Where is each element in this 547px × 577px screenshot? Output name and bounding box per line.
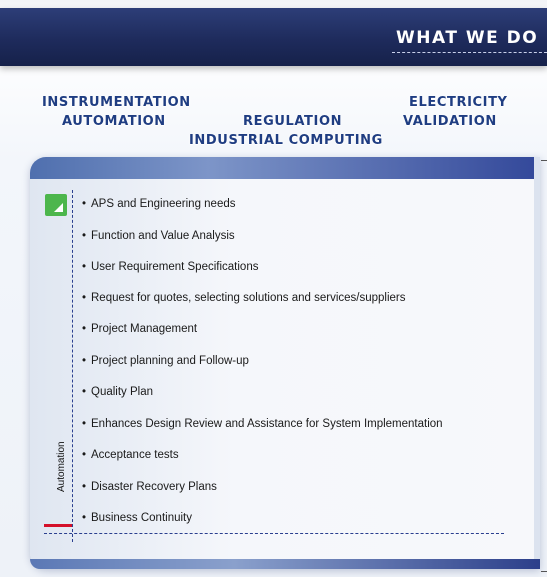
list-item: • Enhances Design Review and Assistance for System Implementation — [82, 418, 443, 430]
list-item-text: Project planning and Follow-up — [91, 355, 249, 367]
vertical-dashed-line — [72, 190, 73, 542]
list-item-text: Acceptance tests — [91, 449, 179, 461]
nav-instrumentation[interactable]: INSTRUMENTATION — [42, 95, 191, 110]
horizontal-dashed-line — [44, 533, 504, 534]
list-item-text: Business Continuity — [91, 512, 192, 524]
list-item-text: APS and Engineering needs — [91, 198, 236, 210]
list-item-text: User Requirement Specifications — [91, 261, 259, 273]
list-item: • Project planning and Follow-up — [82, 355, 249, 367]
nav-automation[interactable]: AUTOMATION — [62, 114, 166, 129]
banner-title: WHAT WE DO — [396, 28, 539, 48]
section-label: Automation — [56, 441, 67, 492]
nav-regulation[interactable]: REGULATION — [243, 114, 343, 129]
list-item: • Request for quotes, selecting solutions and services/suppliers — [82, 292, 406, 304]
list-item-text: Request for quotes, selecting solutions and services/suppliers — [91, 292, 406, 304]
list-item: • Acceptance tests — [82, 449, 179, 461]
panel-right-edge — [534, 157, 540, 569]
panel-bottom-bar — [30, 559, 540, 569]
edge-tick — [541, 160, 547, 161]
section-icon — [45, 194, 67, 216]
list-item-text: Enhances Design Review and Assistance for System Implementation — [91, 418, 443, 430]
list-item: • APS and Engineering needs — [82, 198, 236, 210]
list-item-text: Quality Plan — [91, 386, 154, 398]
nav-electricity[interactable]: ELECTRICITY — [409, 95, 508, 110]
nav-validation[interactable]: VALIDATION — [403, 114, 497, 129]
banner-divider — [392, 52, 547, 53]
list-item-text: Project Management — [91, 323, 198, 335]
header-banner — [0, 8, 547, 66]
list-item: • Project Management — [82, 323, 198, 335]
list-item: • Business Continuity — [82, 512, 192, 524]
edge-tick — [541, 571, 547, 572]
section-marker — [44, 524, 72, 527]
panel-top-bar — [30, 157, 540, 179]
list-item: • Quality Plan — [82, 386, 154, 398]
nav-industrial-computing[interactable]: INDUSTRIAL COMPUTING — [189, 133, 383, 148]
list-item-text: Disaster Recovery Plans — [91, 481, 217, 493]
list-item-text: Function and Value Analysis — [91, 230, 235, 242]
list-item: • Function and Value Analysis — [82, 230, 235, 242]
list-item: • Disaster Recovery Plans — [82, 481, 217, 493]
list-item: • User Requirement Specifications — [82, 261, 259, 273]
